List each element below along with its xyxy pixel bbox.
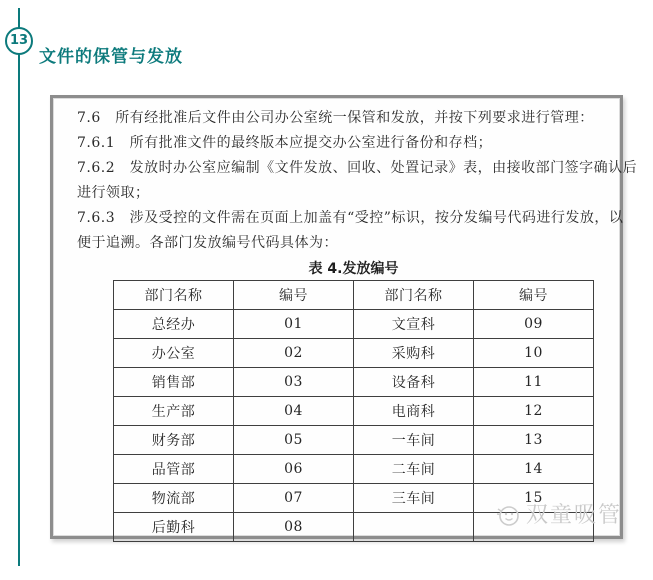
cell-dept: 电商科 bbox=[354, 397, 474, 426]
cell-dept: 二车间 bbox=[354, 455, 474, 484]
table-header-row bbox=[114, 281, 594, 310]
cell-code: 12 bbox=[474, 397, 594, 426]
clause-7-6-3: 7.6.3 涉及受控的文件需在页面上加盖有“受控”标识，按分发编号代码进行发放，以 bbox=[77, 210, 624, 226]
header-code-left: 编号 bbox=[234, 281, 354, 310]
cell-dept: 财务部 bbox=[114, 426, 234, 455]
cell-code: 13 bbox=[474, 426, 594, 455]
accent-vertical-line bbox=[18, 8, 20, 566]
section-number-badge: 13 bbox=[5, 27, 33, 55]
table-title: 表 4.发放编号 bbox=[308, 261, 399, 277]
cell-code: 01 bbox=[234, 310, 354, 339]
cell-dept: 采购科 bbox=[354, 339, 474, 368]
cell-code: 04 bbox=[234, 397, 354, 426]
document-scan-box bbox=[50, 95, 638, 539]
cell-dept: 文宣科 bbox=[354, 310, 474, 339]
table-row bbox=[114, 368, 594, 397]
clause-7-6: 7.6 所有经批准后文件由公司办公室统一保管和发放，并按下列要求进行管理： bbox=[77, 110, 594, 126]
cell-dept: 后勤科 bbox=[114, 513, 234, 542]
cell-dept bbox=[354, 513, 474, 542]
cell-dept: 总经办 bbox=[114, 310, 234, 339]
cell-code: 14 bbox=[474, 455, 594, 484]
table-row bbox=[114, 339, 594, 368]
cell-dept: 设备科 bbox=[354, 368, 474, 397]
watermark bbox=[494, 498, 622, 529]
header-dept-name-left: 部门名称 bbox=[114, 281, 234, 310]
cell-code: 11 bbox=[474, 368, 594, 397]
table-row bbox=[114, 397, 594, 426]
cell-code: 02 bbox=[234, 339, 354, 368]
smiley-icon bbox=[494, 500, 522, 528]
table-row bbox=[114, 455, 594, 484]
cell-dept: 销售部 bbox=[114, 368, 234, 397]
clause-7-6-2-continued: 进行领取； bbox=[77, 185, 150, 201]
document-body-text bbox=[53, 98, 638, 256]
table-row bbox=[114, 426, 594, 455]
cell-code: 15 bbox=[474, 484, 594, 513]
clause-7-6-3-continued: 便于追溯。各部门发放编号代码具体为： bbox=[77, 235, 338, 251]
watermark-text: 双童吸管 bbox=[526, 503, 623, 528]
cell-code: 06 bbox=[234, 455, 354, 484]
cell-dept: 物流部 bbox=[114, 484, 234, 513]
cell-code: 05 bbox=[234, 426, 354, 455]
cell-dept: 品管部 bbox=[114, 455, 234, 484]
cell-code: 10 bbox=[474, 339, 594, 368]
header-code-right: 编号 bbox=[474, 281, 594, 310]
cell-dept: 一车间 bbox=[354, 426, 474, 455]
clause-7-6-2: 7.6.2 发放时办公室应编制《文件发放、回收、处置记录》表，由接收部门签字确认后 bbox=[77, 160, 638, 176]
page-title: 文件的保管与发放 bbox=[39, 47, 183, 68]
cell-code: 09 bbox=[474, 310, 594, 339]
cell-code: 08 bbox=[234, 513, 354, 542]
header-dept-name-right: 部门名称 bbox=[354, 281, 474, 310]
cell-code: 03 bbox=[234, 368, 354, 397]
cell-dept: 三车间 bbox=[354, 484, 474, 513]
cell-dept: 生产部 bbox=[114, 397, 234, 426]
clause-7-6-1: 7.6.1 所有批准文件的最终版本应提交办公室进行备份和存档； bbox=[77, 135, 493, 151]
table-row bbox=[114, 310, 594, 339]
cell-code: 07 bbox=[234, 484, 354, 513]
cell-dept: 办公室 bbox=[114, 339, 234, 368]
